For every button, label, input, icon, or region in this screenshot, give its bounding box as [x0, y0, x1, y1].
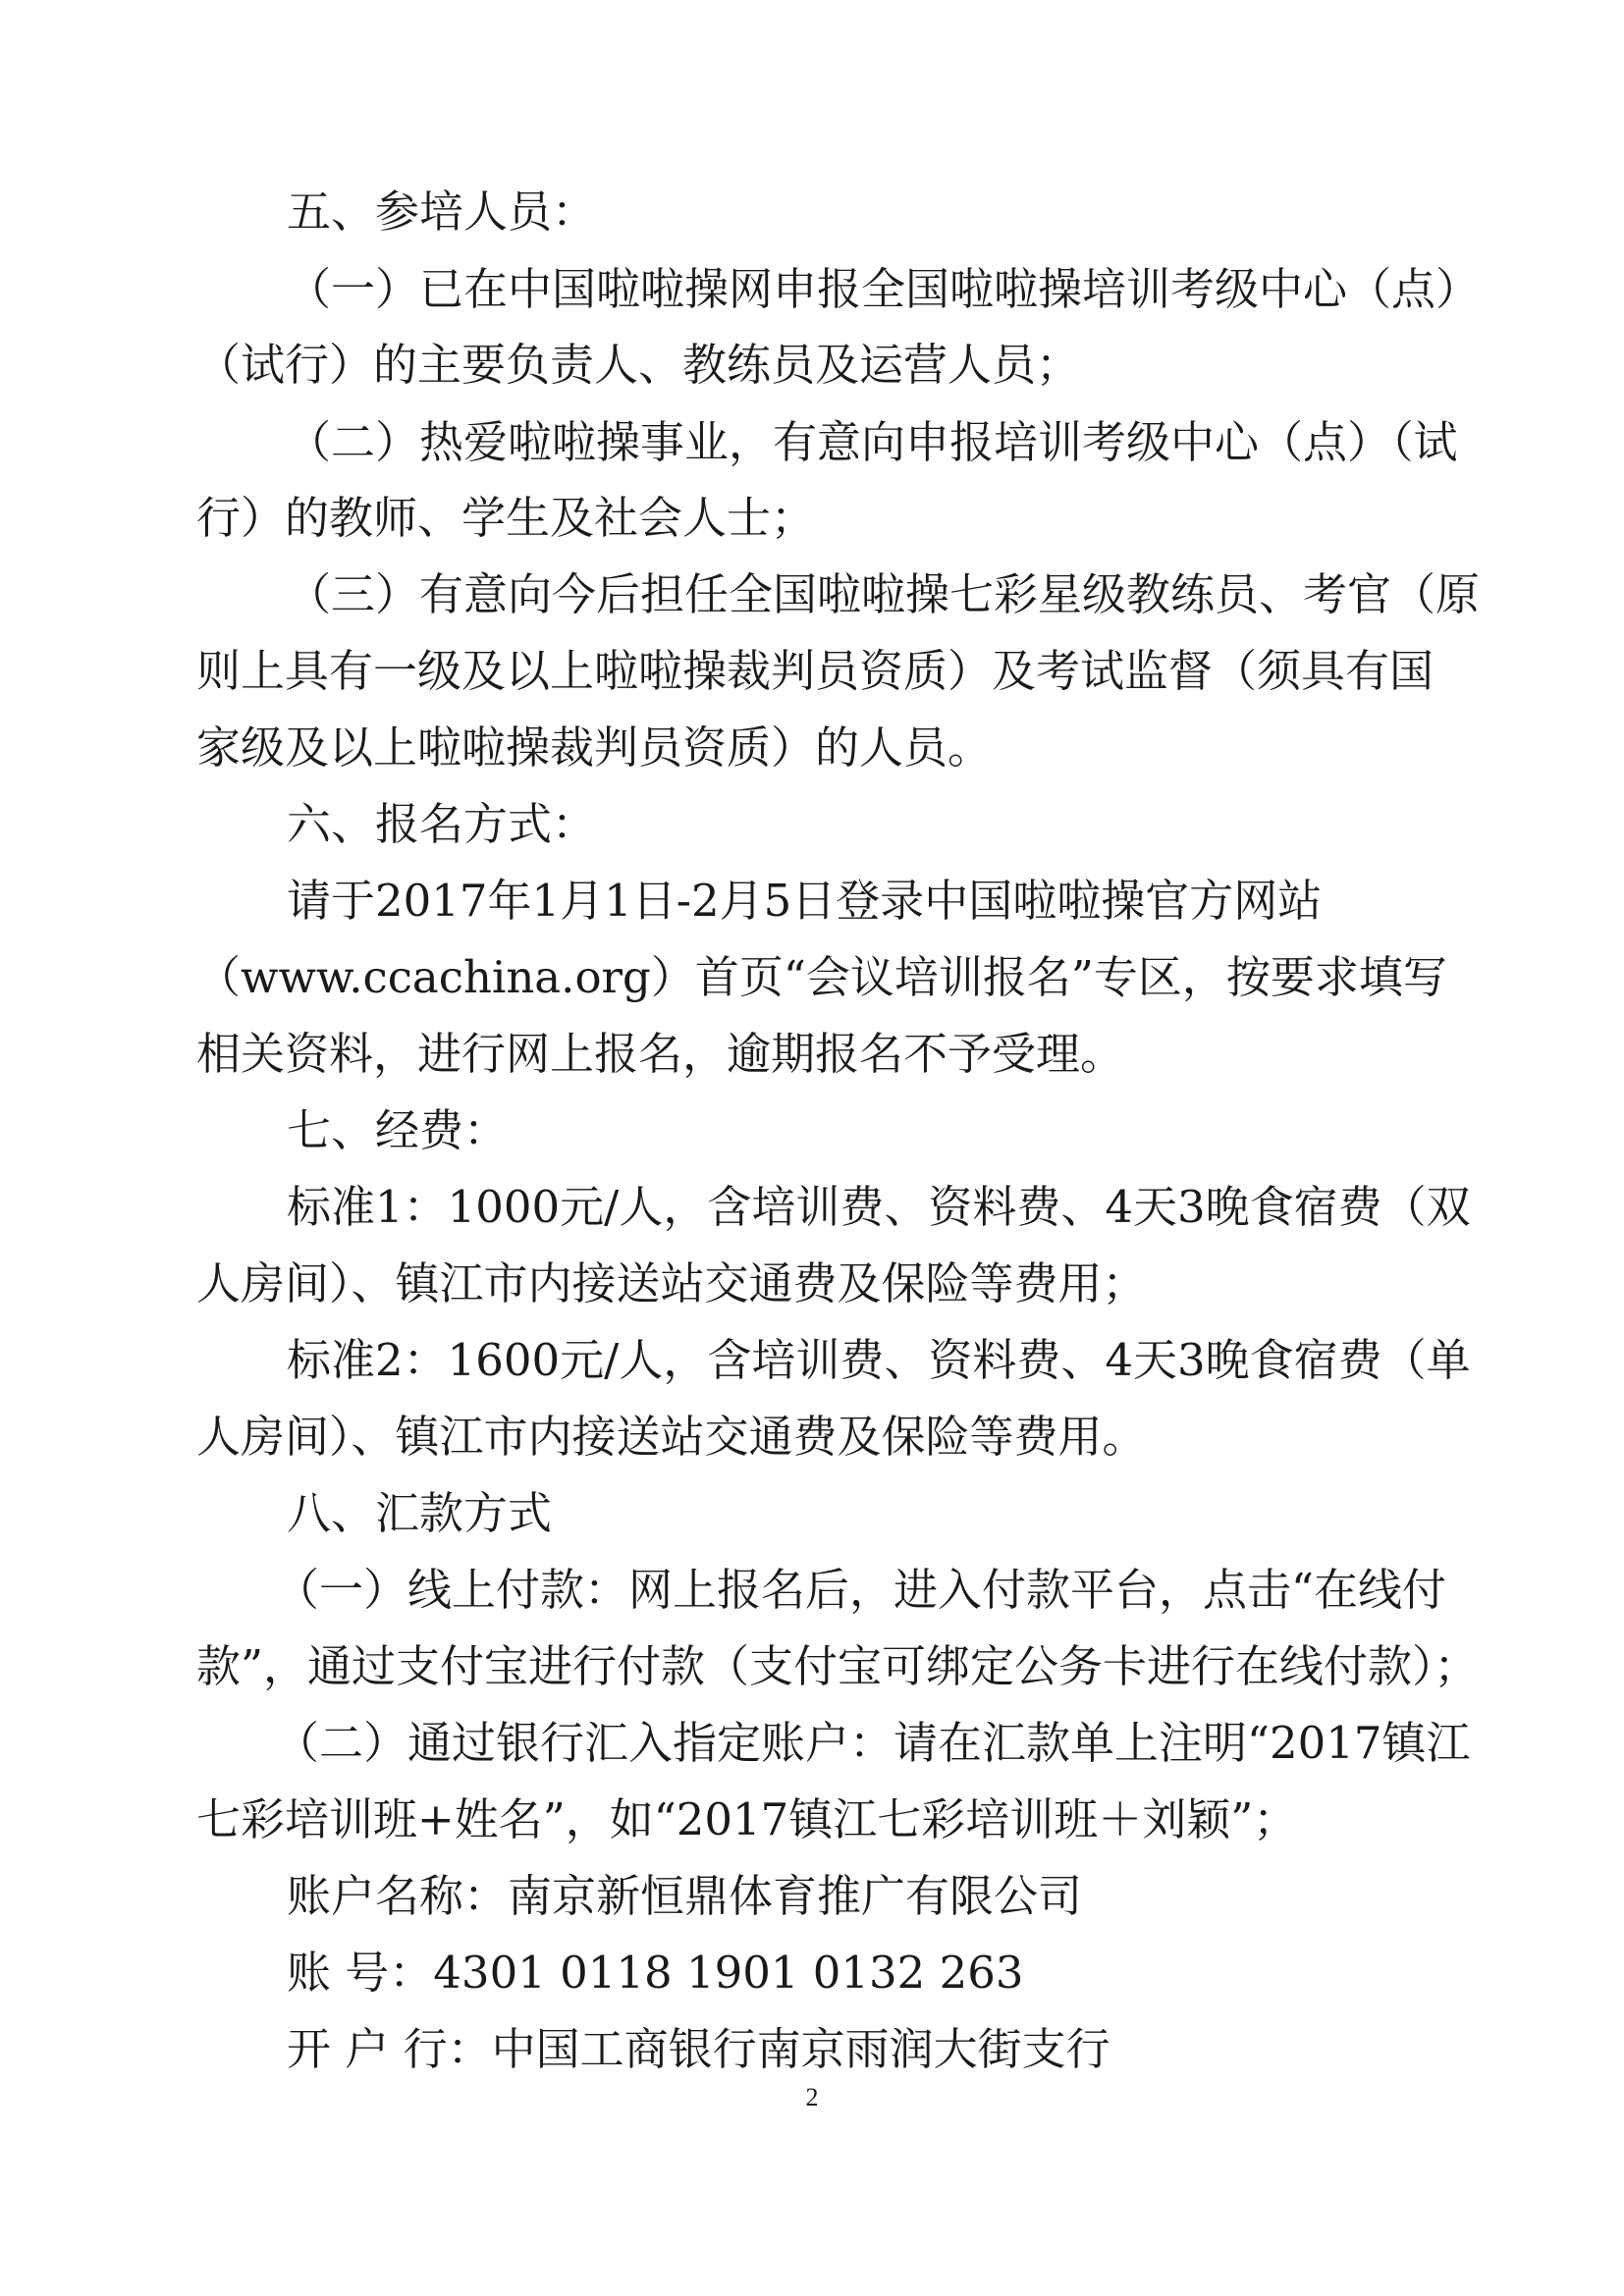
paragraph-line: 标准1：1000元/人，含培训费、资料费、4天3晚食宿费（双 [287, 1181, 1471, 1233]
paragraph-line: 则上具有一级及以上啦啦操裁判员资质）及考试监督（须具有国 [196, 645, 1435, 697]
paragraph-line: 相关资料，进行网上报名，逾期报名不予受理。 [196, 1028, 1125, 1080]
paragraph-line: （www.ccachina.org）首页“会议培训报名”专区，按要求填写 [196, 951, 1447, 1003]
paragraph-line: 人房间）、镇江市内接送站交通费及保险等费用； [196, 1257, 1147, 1309]
section-heading-remittance: 八、汇款方式 [287, 1487, 553, 1539]
section-heading-participants: 五、参培人员： [287, 186, 597, 238]
paragraph-line: 请于2017年1月1日-2月5日登录中国啦啦操官方网站 [287, 875, 1323, 927]
page-number: 2 [805, 2083, 819, 2111]
paragraph-line: 款”，通过支付宝进行付款（支付宝可绑定公务卡进行在线付款）； [196, 1640, 1479, 1692]
bank-branch-line: 开 户 行：中国工商银行南京雨润大街支行 [287, 2023, 1110, 2075]
paragraph-line: （三）有意向今后担任全国啦啦操七彩星级教练员、考官（原 [287, 568, 1481, 620]
account-number-line: 账 号：4301 0118 1901 0132 263 [287, 1947, 1024, 1999]
section-heading-fees: 七、经费： [287, 1104, 509, 1156]
paragraph-line: （一）已在中国啦啦操网申报全国啦啦操培训考级中心（点） [287, 263, 1481, 315]
paragraph-line: 人房间）、镇江市内接送站交通费及保险等费用。 [196, 1411, 1147, 1463]
account-name-line: 账户名称：南京新恒鼎体育推广有限公司 [287, 1870, 1083, 1922]
paragraph-line: （一）线上付款：网上报名后，进入付款平台，点击“在线付 [275, 1564, 1447, 1616]
paragraph-line: （试行）的主要负责人、教练员及运营人员； [196, 339, 1081, 391]
paragraph-line: （二）通过银行汇入指定账户：请在汇款单上注明“2017镇江 [275, 1717, 1471, 1769]
paragraph-line: 行）的教师、学生及社会人士； [196, 492, 816, 544]
paragraph-line: （二）热爱啦啦操事业，有意向申报培训考级中心（点）（试 [287, 416, 1458, 468]
paragraph-line: 家级及以上啦啦操裁判员资质）的人员。 [196, 721, 993, 774]
paragraph-line: 七彩培训班+姓名”，如“2017镇江七彩培训班＋刘颖”； [196, 1793, 1298, 1845]
paragraph-line: 标准2：1600元/人，含培训费、资料费、4天3晚食宿费（单 [287, 1334, 1471, 1386]
section-heading-registration: 六、报名方式： [287, 798, 597, 850]
